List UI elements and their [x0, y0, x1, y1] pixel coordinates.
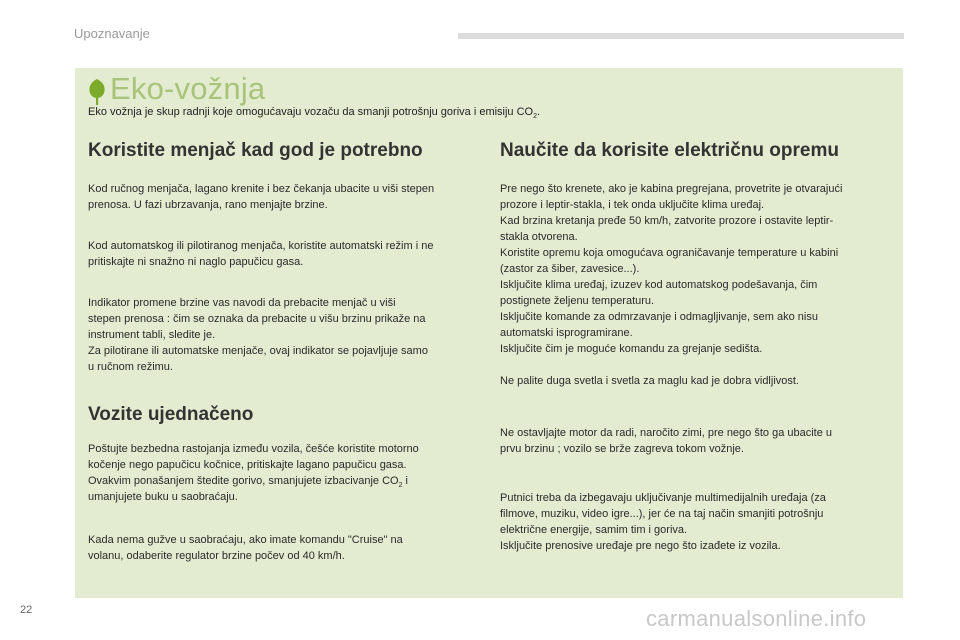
paragraph-manual-gearbox: Kod ručnog menjača, lagano krenite i bez čekanja ubacite u viši stepen prenosa. U fazi ubrzavanja, rano menjajte brzine.: [88, 183, 435, 211]
paragraph-cabin-ventilation: Pre nego što krenete, ako je kabina pregrejana, provetrite je otvarajući prozore i leptir-stakla, i tek onda uključite klima uređaj. Kad brzina kretanja pređe 50 km/h, zatvorite prozore i ostavite leptir- stakla otvorena. Koristite opremu koja omogućava ograničavanje temperature u kabini (zastor za šiber, zavesice...). Isključite klima uređaj, izuzev kod automatskog podešavanja, čim postignete željenu temperaturu. Isključite komande za odmrzavanje i odmagljivanje, sem ako nisu automatski isprogramirane. Isključite čim je moguće komandu za grejanje sedišta.: [500, 183, 843, 355]
heading-gear-usage: Koristite menjač kad god je potrebno: [88, 140, 423, 161]
paragraph-engine-idle: Ne ostavljajte motor da radi, naročito zimi, pre nego što ga ubacite u prvu brzinu ; vozilo se brže zagreva tokom vožnje.: [500, 427, 833, 455]
heading-electrical-equipment: Naučite da korisite električnu opremu: [500, 140, 839, 161]
page-number: 22: [20, 604, 33, 616]
paragraph-safe-distance: Poštujte bezbedna rastojanja između vozila, češće koristite motorno kočenje nego papučicu kočnice, pritiskajte lagano papučicu gasa. Ovakvim ponašanjem štedite gorivo, smanjujete izbacivanje $CO_2$ i umanjujete buku u saobraćaju.: [88, 443, 419, 503]
heading-drive-smoothly: Vozite ujednačeno: [88, 404, 254, 425]
paragraph-automatic-gearbox: Kod automatskog ili pilotiranog menjača, koristite automatski režim i ne pritiskajte ni snažno ni naglo papučicu gasa.: [88, 240, 434, 268]
paragraph-cruise-control: Kada nema gužve u saobraćaju, ako imate komandu "Cruise" na volanu, odaberite regulator brzine počev od 40 km/h.: [88, 534, 403, 562]
paragraph-gear-indicator: Indikator promene brzine vas navodi da prebacite menjač u viši stepen prenosa : čim se oznaka da prebacite u višu brzinu prikaže na instrument tabli, sledite je. Za pilotirane ili automatske menjače, ovaj indikator se pojavljuje samo u ručnom režimu.: [88, 297, 428, 373]
paragraph-multimedia: Putnici treba da izbegavaju uključivanje multimedijalnih uređaja (za filmove, muziku, video igre...), jer će na taj način smanjiti potrošnju električne energije, samim tim i goriva. Isključite prenosive uređaje pre nego što izađete iz vozila.: [500, 492, 826, 552]
tree-leaf-icon: [88, 78, 106, 106]
section-label: Upoznavanje: [74, 26, 150, 41]
watermark: carmanualsonline.info: [646, 606, 867, 631]
page-title: Eko-vožnja: [110, 71, 266, 106]
intro-text: Eko vožnja je skup radnji koje omogućavaju vozaču da smanji potrošnju goriva i emisiju $CO_2$.: [88, 106, 541, 121]
paragraph-headlights: Ne palite duga svetla i svetla za maglu kad je dobra vidljivost.: [500, 375, 799, 387]
header-divider-bar: [458, 33, 904, 39]
